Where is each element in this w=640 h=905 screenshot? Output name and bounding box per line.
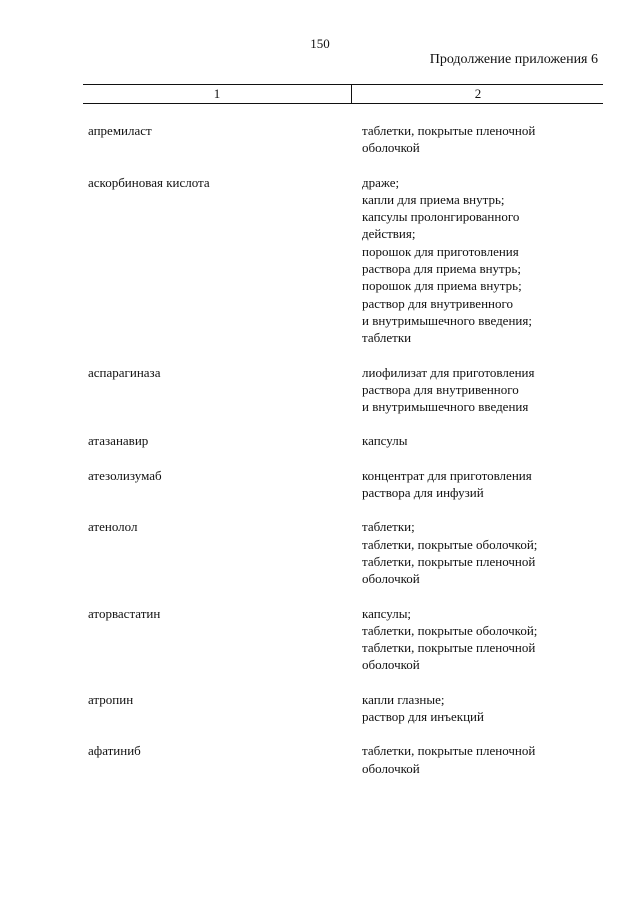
dosage-forms (362, 605, 608, 674)
drug-name: атезолизумаб (88, 467, 162, 483)
column-header-2: 2 (351, 85, 604, 103)
column-header-1: 1 (213, 86, 221, 101)
table-row (88, 742, 608, 777)
table-body (88, 122, 608, 794)
dosage-forms (362, 467, 608, 502)
table-row (88, 605, 608, 674)
table-header (83, 84, 603, 104)
table-row (88, 467, 608, 502)
dosage-form-line: оболочкой (362, 657, 420, 673)
dosage-forms (362, 432, 608, 449)
dosage-form-line: таблетки (362, 330, 412, 346)
dosage-forms (362, 174, 608, 347)
dosage-form-line: раствора для внутривенного (362, 381, 519, 397)
table-row (88, 122, 608, 157)
dosage-form-line: таблетки, покрытые пленочной (362, 743, 536, 759)
dosage-form-line: драже; (362, 174, 400, 190)
dosage-form-line: капли глазные; (362, 691, 445, 707)
table-row (88, 174, 608, 347)
table-row (88, 691, 608, 726)
dosage-form-line: капсулы; (362, 605, 412, 621)
dosage-form-line: таблетки, покрытые оболочкой; (362, 622, 538, 638)
dosage-form-line: и внутримышечного введения; (362, 312, 532, 328)
dosage-form-line: таблетки, покрытые оболочкой; (362, 536, 538, 552)
dosage-form-line: и внутримышечного введения (362, 399, 529, 415)
drug-name: афатиниб (88, 743, 141, 759)
dosage-form-line: порошок для приготовления (362, 243, 519, 259)
dosage-form-line: раствора для инфузий (362, 485, 484, 501)
table-row (88, 518, 608, 587)
dosage-form-line: таблетки, покрытые пленочной (362, 640, 536, 656)
drug-name: аспарагиназа (88, 364, 161, 380)
dosage-form-line: оболочкой (362, 140, 420, 156)
dosage-form-line: таблетки, покрытые пленочной (362, 123, 536, 138)
dosage-form-line: таблетки, покрытые пленочной (362, 553, 536, 569)
drug-name: аскорбиновая кислота (88, 174, 210, 190)
dosage-form-line: таблетки; (362, 519, 415, 535)
dosage-form-line: концентрат для приготовления (362, 467, 532, 483)
dosage-forms (362, 691, 608, 726)
table-row (88, 432, 608, 449)
dosage-forms (362, 518, 608, 587)
dosage-form-line: действия; (362, 226, 416, 242)
dosage-form-line: оболочкой (362, 571, 420, 587)
drug-name: атропин (88, 691, 134, 707)
dosage-form-line: лиофилизат для приготовления (362, 364, 535, 380)
dosage-form-line: раствор для инъекций (362, 709, 484, 725)
drug-name: атазанавир (88, 433, 149, 449)
dosage-forms (362, 364, 608, 416)
dosage-form-line: капсулы пролонгированного (362, 209, 520, 225)
dosage-forms (362, 742, 608, 777)
dosage-form-line: раствора для приема внутрь; (362, 261, 521, 277)
page-number: 150 (310, 36, 330, 51)
drug-name: атенолол (88, 519, 138, 535)
dosage-form-line: капсулы (362, 433, 408, 449)
dosage-form-line: порошок для приема внутрь; (362, 278, 522, 294)
drug-name: апремиласт (88, 123, 152, 138)
dosage-form-line: оболочкой (362, 760, 420, 776)
continuation-label: Продолжение приложения 6 (429, 52, 598, 67)
dosage-form-line: капли для приема внутрь; (362, 191, 505, 207)
drug-name: аторвастатин (88, 605, 161, 621)
table-row (88, 364, 608, 416)
dosage-forms (362, 122, 608, 157)
dosage-form-line: раствор для внутривенного (362, 295, 513, 311)
